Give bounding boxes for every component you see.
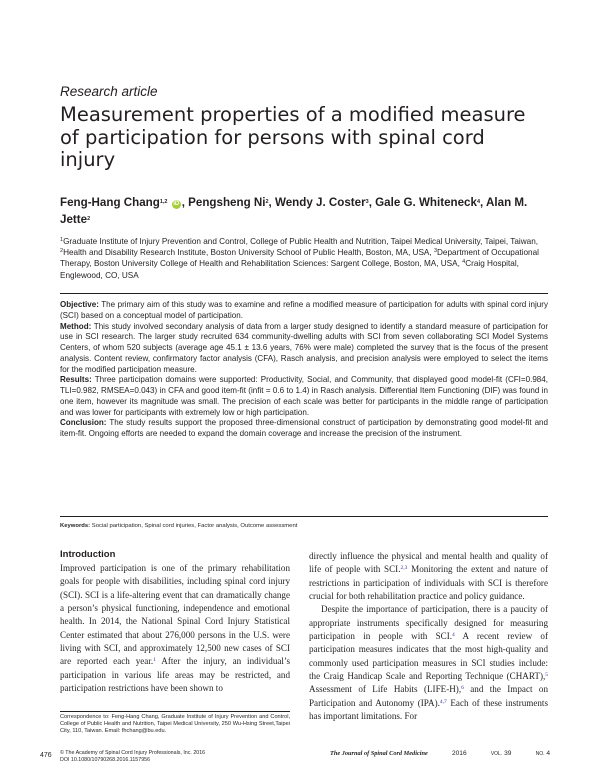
author-name: Wendy J. Coster [275,196,366,209]
affil-text: Department of Occupational Therapy, Boston University College of Health and Rehabilitation Sciences: Sargent College, Boston, MA, USA, [60,248,539,269]
issue-label: NO. [535,751,545,757]
conclusion-text: The study results support the proposed three-dimensional construct of participation by demonstrating good model-fit and item-fit. Ongoing efforts are needed to expand the domain coverage and increase the precision of the instrument. [60,418,548,438]
body-text: Each of these instruments has important limitations. For [309,697,548,722]
keywords [60,523,297,529]
objective-label: Objective: [60,300,99,309]
abstract [60,300,548,440]
body-text: directly influence the physical and mental health and quality of life of people with SCI. [309,551,548,575]
article-title: Measurement properties of a modified measure of participation for persons with spinal cord injury [60,103,526,171]
method-label: Method: [60,321,92,331]
author-name: Feng-Hang Chang [60,196,160,209]
citation-ref[interactable]: 4,7 [439,698,447,705]
body-column-left [60,548,290,695]
author-name: Gale G. Whiteneck [375,196,477,209]
page-number: 476 [40,752,52,759]
body-paragraph [309,603,548,723]
affil-sup: 3 [433,248,438,255]
body-text: A recent review of participation measures indicates that the most high-quality and commonly used participation measures in SCI studies include: the Craig Handicap Scale and Reporting Technique (CHART), [309,631,548,682]
journal-name: The Journal of Spinal Cord Medicine [330,750,428,757]
citation-ref[interactable]: 5 [545,672,548,679]
citation-ref[interactable]: 4 [452,632,455,639]
body-column-right [309,550,548,723]
affiliations [60,236,548,281]
abstract-bottom-rule [60,516,548,517]
author-affil-sup: 3 [365,199,369,205]
copyright-line: © The Academy of Spinal Cord Injury Professionals, Inc. 2016 [60,750,206,756]
method-text: This study involved secondary analysis of data from a larger study designed to identify a standard measure of participation for use in SCI research. The larger study recruited 634 community-dwelling adults with SCI from seven collaborating SCI Model Systems Centers, of whom 520 subjects (average age 45.1 ± 13.6 years, 76% were male) completed the survey that is the focus of the present analysis. Content review, confirmatory factor analysis (CFA), Rasch analysis, and precision analysis were employed to select the items for the modified participation measure. [60,321,548,374]
journal-volume [491,750,512,757]
journal-year: 2016 [451,750,467,757]
results-text: Three participation domains were supported: Productivity, Social, and Community, that displayed good model-fit (CFI=0.984, TLI=0.982, RMSEA=0.043) in CFA and good item-fit (infit = 0.6 to 1.4) in Rasch analysis. Differential Item Functioning (DIF) was found in one item, however its magnitude was small. The precision of each scale was better for participants in the middle range of participation and was lower for participants with extremely low or high participation. [60,375,548,417]
citation-ref[interactable]: 1 [153,657,156,664]
body-text: Monitoring the extent and nature of restrictions in participation of individuals with SCI is therefore crucial for both rehabilitation practice and policy guidance. [309,564,549,602]
abstract-conclusion [60,418,548,440]
doi-line[interactable]: DOI 10.1080/10790268.2016.1157956 [60,757,151,763]
citation-ref[interactable]: 2,3 [400,565,408,572]
results-label: Results: [60,375,92,385]
affil-text: Graduate Institute of Injury Prevention and Control, College of Public Health and Nutrition, Taipei Medical University, Taipei, Taiwan, [63,237,539,246]
author-affil-sup: 4 [476,199,481,205]
body-paragraph [60,562,290,695]
body-paragraph [309,550,548,603]
affil-text: Health and Disability Research Institute, Boston University School of Public Health, Boston, MA, USA, [63,248,434,258]
author-name: Alan M. Jette [60,196,528,226]
citation-ref[interactable]: 6 [461,685,464,692]
body-text: After the injury, an individual’s participation in various life areas may be restricted, and participation restrictions have been shown to [60,656,291,694]
section-heading-introduction: Introduction [60,549,116,560]
abstract-results [60,375,548,418]
author-affil-sup: 1,2 [159,199,168,205]
author-list: Feng-Hang Chang$^{1,2}$ iD , Pengsheng Ni$^2$, Wendy J. Coster$^3$, Gale G. Whiteneck$^4$, Alan M. Jette$^2$ [60,196,528,226]
abstract-method [60,322,548,376]
issue-number: 4 [546,750,550,757]
body-text: Improved participation is one of the primary rehabilitation goals for people with disabilities, including spinal cord injury (SCI). SCI is a life-altering event that can dramatically change a person’s physical functioning, independence and emotional health. In 2014, the National Spinal Cord Injury Statistical Center estimated that about 276,000 persons in the U.S. were living with SCI, and approximately 12,500 new cases of SCI are reported each year. [60,563,290,667]
author-affil-sup: 2 [265,199,269,205]
abstract-objective [60,300,548,322]
objective-text: The primary aim of this study was to examine and refine a modified measure of participation for adults with spinal cord injury (SCI) based on a conceptual model of participation. [60,300,548,320]
body-text: and the Impact on Participation and Autonomy (IPA). [309,684,548,708]
affil-sup: 4 [462,259,466,266]
affil-sup: 2 [60,248,64,255]
correspondence-note: Correspondence to: Feng-Hang Chang, Graduate Institute of Injury Prevention and Control, College of Public Health and Nutrition, Taipei Medical University, 250 Wu-Hsing Street,Taipei City, 110, Taiwan. Email: fhchang@bu.edu. [60,714,290,735]
affil-text: Craig Hospital, Englewood, CO, USA [60,259,519,280]
keywords-label: Keywords: [60,523,91,529]
article-type-label: Research article [60,84,158,99]
footnote-rule [60,711,290,712]
body-text: Despite the importance of participation, there is a paucity of appropriate instruments specifically designed for measuring participation in people with SCI. [309,604,548,642]
orcid-icon[interactable]: iD [173,201,180,207]
author-name: Pengsheng Ni [188,196,266,209]
volume-label: VOL. [490,751,503,757]
volume-number: 39 [504,750,512,757]
conclusion-label: Conclusion: [60,418,107,428]
affil-sup: 1 [60,237,64,243]
abstract-top-rule [60,293,548,294]
keywords-text: Social participation, Spinal cord injuries, Factor analysis, Outcome assessment [90,523,298,529]
footer-journal [330,750,550,757]
body-text: Assessment of Life Habits (LIFE-H), [309,684,462,695]
journal-issue [536,750,550,757]
author-affil-sup: 2 [87,216,91,222]
footer-left [60,750,205,764]
